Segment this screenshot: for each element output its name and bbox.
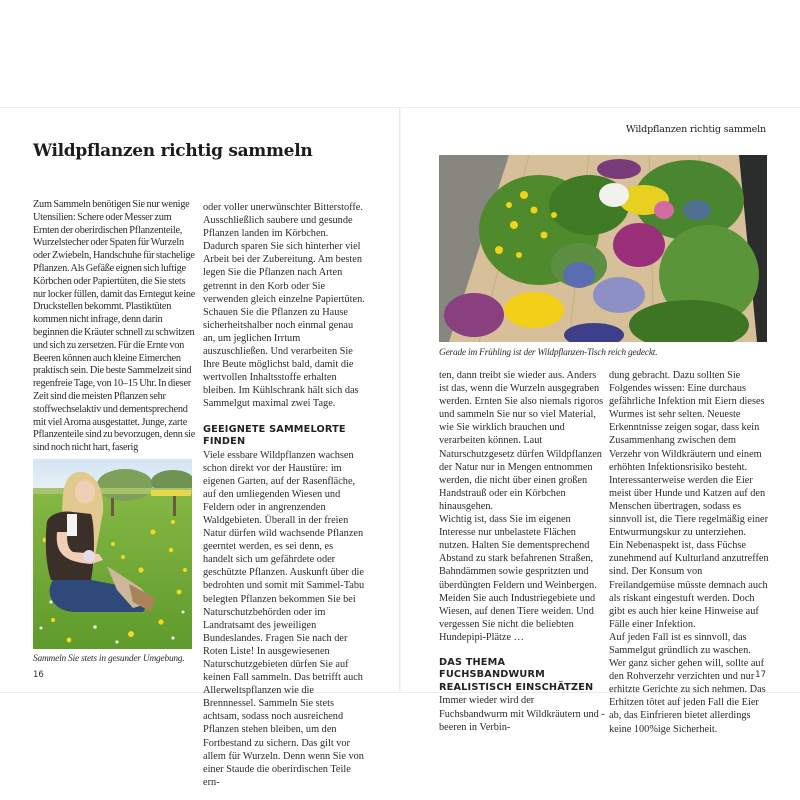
left-page-column-1	[33, 199, 199, 455]
body-paragraph: Immer wieder wird der Fuchsbandwurm mit Wildkräutern und -beeren in Verbin-	[439, 695, 605, 733]
left-page-column-2	[203, 201, 365, 789]
photo-girl-in-meadow	[33, 459, 192, 649]
body-paragraph: oder voller unerwünschter Bitterstoffe. Ausschließlich saubere und gesunde Pflanzen landen im Körbchen. Dadurch sparen Sie sich hinterher viel Arbeit bei der Zubereitung. Am besten legen Sie die Pflanzen nach Arten getrennt in den Korb oder Sie verwenden gleich einzelne Papiertüten. Schauen Sie die Pflanzen zu Hause sicherheitshalber noch einmal genau an, um jeglichen Irrtum auszuschließen. Und verarbeiten Sie Ihre Beute möglichst bald, damit die wertvollen Inhaltsstoffe erhalten bleiben. Im Kühlschrank hält sich das Sammelgut maximal zwei Tage.	[203, 202, 365, 410]
right-photo-caption: Gerade im Frühling ist der Wildpflanzen-Tisch reich gedeckt.	[439, 348, 658, 358]
right-page-column-1	[439, 369, 605, 734]
page-number-right: 17	[755, 670, 766, 680]
body-paragraph: dung gebracht. Dazu sollten Sie Folgendes wissen: Eine durchaus gefährliche Infektion mit Eiern dieses Wurmes ist sehr selten. Neueste Erkenntnisse zeigen sogar, dass kein Zusammenhang zwischen dem Verzehr von Wildkräutern und einem erhöhten Infektionsrisiko besteht. Interessanterweise werden die Eier meist über Hunde und Katzen auf den Menschen übertragen, sodass es sinnvoll ist, die Tiere regelmäßig einer Entwurmungskur zu unterziehen.	[609, 370, 769, 539]
section-heading-sammelorte: GEEIGNETE SAMMELORTE FINDEN	[203, 423, 346, 447]
section-heading-fuchsbandwurm: DAS THEMA FUCHSBANDWURM REALISTISCH EINSCHÄTZEN	[439, 656, 594, 693]
girl-meadow-illustration	[33, 459, 192, 649]
body-paragraph: Auf jeden Fall ist es sinnvoll, das Sammelgut gründlich zu waschen. Wer ganz sicher gehen will, sollte auf den Rohverzehr verzichten und nur erhitzte Gerichte zu sich nehmen. Das Erhitzen tötet auf jeden Fall die Eier ab, das Einfrieren bietet allerdings keine 100%ige Sicherheit.	[609, 631, 766, 735]
book-gutter	[399, 107, 401, 691]
running-head: Wildpflanzen richtig sammeln	[625, 124, 766, 135]
page-number-left: 16	[33, 670, 44, 680]
right-page-column-2	[609, 369, 770, 736]
body-paragraph: Wichtig ist, dass Sie im eigenen Interesse nur unbelastete Flächen nutzen. Halten Sie dementsprechend Abstand zu stark befahrenen Straßen, Bahndämmen sowie gespritzten und überdüngten Feldern und Weinbergen. Meiden Sie auch Industriegebiete und Wiesen, auf denen Tiere weiden. Und vergessen Sie nicht die beliebten Hundepipi-Plätze …	[439, 514, 597, 643]
body-paragraph: Ein Nebenaspekt ist, dass Füchse zunehmend auf Kulturland anzutreffen sind. Der Konsum von Freilandgemüse müsste demnach auch als riskant eingestuft werden. Doch gibt es auch hier keine Hinweise auf Fälle einer Infektion.	[609, 540, 769, 630]
photo-wild-plants-table	[439, 155, 767, 342]
left-photo-caption: Sammeln Sie stets in gesunder Umgebung.	[33, 654, 185, 664]
wild-plants-table-illustration	[439, 155, 767, 342]
body-paragraph: Zum Sammeln benötigen Sie nur wenige Utensilien: Schere oder Messer zum Ernten der oberirdischen Pflanzenteile, Wurzelstecher oder Spaten für Wurzeln oder Zwiebeln, Handschuhe für stachelige Pflanzen. Als Gefäße eignen sich luftige Körbchen oder Papiertüten, die Sie stets nur locker füllen, damit das Erntegut keine Druckstellen bekommt. Plastiktüten kommen nicht infrage, denn darin beginnen die Kräuter schnell zu schwitzen und sich zu zersetzen. Für die Ernte von Beeren können auch kleine Eimerchen praktisch sein. Die beste Sammelzeit sind regenfreie Tage, von 10–15 Uhr. In dieser Zeit sind die meisten Pflanzen sehr stoffwechselaktiv und dementsprechend mit viel Aroma ausgestattet. Junge, zarte Pflanzenteile sind zu bevorzugen, denn sie sind noch nicht hart, faserig	[33, 199, 196, 454]
chapter-title: Wildpflanzen richtig sammeln	[33, 141, 313, 161]
body-paragraph: Viele essbare Wildpflanzen wachsen schon direkt vor der Haustüre: im eigenen Garten, auf der Rasenfläche, auf den umliegenden Wiesen und Feldern oder in angrenzenden Waldgebieten. Überall in der freien Natur dürfen wild wachsende Pflanzen geerntet werden, es sei denn, es handelt sich um gefährdete oder geschützte Pflanzen. Auskunft über die bedrohten und somit mit Sammel-Tabu belegten Pflanzen bekommen Sie bei Naturschutzbehörden oder im Landratsamt des jeweiligen Bundeslandes. Fragen Sie nach der Roten Liste! In ausgewiesenen Naturschutzgebieten dürfen Sie auf keinen Fall sammeln. Das betrifft auch Allerweltspflanzen wie die Brennnessel. Sammeln Sie stets achtsam, sodass noch ausreichend Pflanzen stehen bleiben, um den Fortbestand zu sichern. Das gilt vor allem für Wurzeln. Denn wenn Sie von einer Staude die oberirdischen Teile ern-	[203, 449, 365, 788]
body-paragraph: ten, dann treibt sie wieder aus. Anders ist das, wenn die Wurzeln ausgegraben werden. Ernten Sie also niemals rigoros und sammeln Sie nur so viel Material, wie Sie wirklich brauchen und verarbeiten können. Laut Naturschutzgesetz dürfen Wildpflanzen der Natur nur in Mengen entnommen werden, die nicht über einen großen Handstrauß oder ein Körbchen hinausgehen.	[439, 370, 604, 512]
